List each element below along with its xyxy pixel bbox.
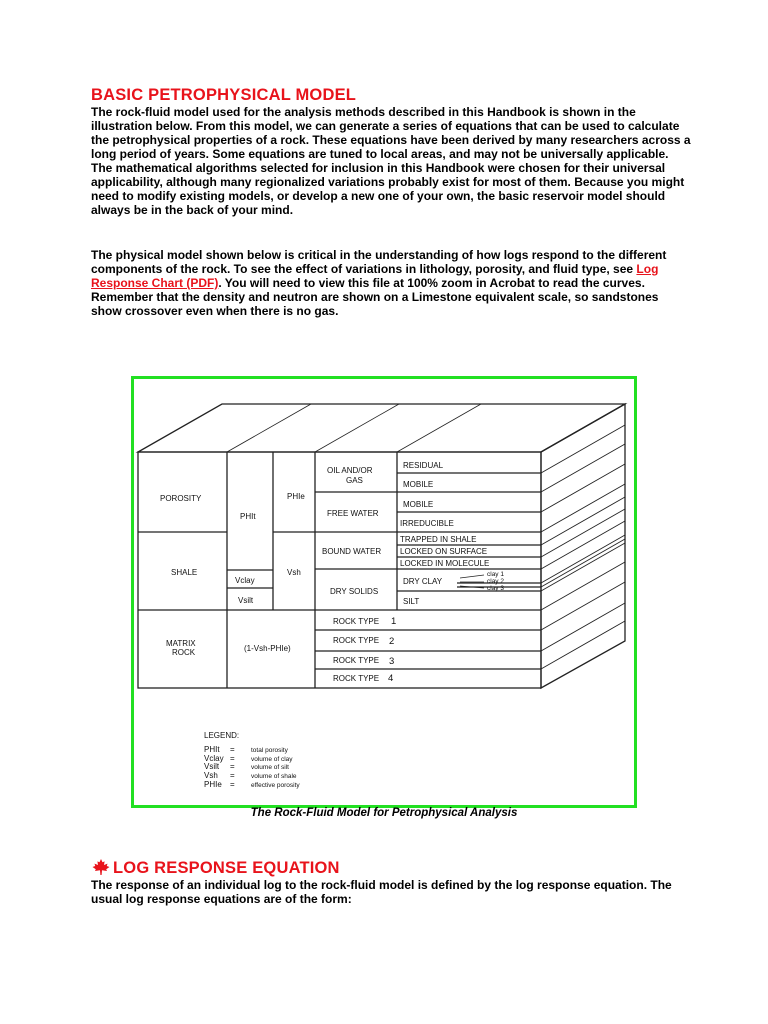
gas-label: GAS (346, 476, 363, 485)
legend-desc-vsilt: volume of silt (251, 764, 289, 771)
legend-equals: = (230, 780, 235, 789)
legend-symbol-phie: PHIe (204, 780, 222, 789)
rock-fluid-model-diagram (134, 379, 634, 805)
log-response-chart-link[interactable]: Log Response Chart (PDF) (91, 262, 659, 290)
free-water-label: FREE WATER (327, 509, 379, 518)
legend-symbol-vsh: Vsh (204, 771, 218, 780)
legend-desc-vclay: volume of clay (251, 756, 293, 763)
rock-type-1-label: ROCK TYPE (333, 617, 380, 626)
legend-equals: = (230, 762, 235, 771)
bound-water-label: BOUND WATER (322, 547, 382, 556)
rock-type-4-number: 4 (388, 673, 394, 684)
trapped-in-shale-label: TRAPPED IN SHALE (400, 535, 477, 544)
dry-clay-label: DRY CLAY (403, 577, 443, 586)
silt-label: SILT (403, 597, 420, 606)
legend-equals: = (230, 745, 235, 754)
log-response-paragraph: The response of an individual log to the rock-fluid model is defined by the log response equation. The usual log response equations are of the form: (91, 878, 672, 906)
irreducible-label: IRREDUCIBLE (400, 519, 454, 528)
phie-label: PHIe (287, 492, 305, 501)
oil-gas-label: OIL AND/OR (327, 466, 373, 475)
maple-leaf-icon (92, 859, 110, 875)
shale-label: SHALE (171, 568, 198, 577)
paragraph-text: . You will need to view this file at 100% zoom in Acrobat to read the curves. Remember that the density and neutron are shown on a Limestone equivalent scale, so sandstones show crossover even when there is no gas. (91, 276, 659, 318)
section-heading-log-response (92, 859, 340, 878)
block-front-face (138, 452, 541, 688)
legend-equals: = (230, 771, 235, 780)
residual-label: RESIDUAL (403, 461, 444, 470)
legend-symbol-vclay: Vclay (204, 754, 224, 763)
rock-type-2-number: 2 (389, 636, 395, 647)
rock-type-4-label: ROCK TYPE (333, 674, 380, 683)
legend-symbol-vsilt: Vsilt (204, 762, 220, 771)
paragraph-text: The physical model shown below is critical in the understanding of how logs respond to the different components of the rock. To see the effect of variations in lithology, porosity, and fluid type, see (91, 248, 667, 276)
rock-type-3-label: ROCK TYPE (333, 656, 380, 665)
mobile-label-1: MOBILE (403, 480, 434, 489)
porosity-label: POROSITY (160, 494, 202, 503)
rock-type-3-number: 3 (389, 656, 395, 667)
legend-title: LEGEND: (204, 731, 240, 740)
block-top-face (138, 404, 625, 452)
mobile-label-2: MOBILE (403, 500, 434, 509)
vsh-label: Vsh (287, 568, 301, 577)
heading-text: LOG RESPONSE EQUATION (113, 859, 340, 877)
clay-3-label: clay 3 (487, 585, 504, 592)
rock-label: ROCK (172, 648, 196, 657)
phit-label: PHIt (240, 512, 256, 521)
locked-in-molecule-label: LOCKED IN MOLECULE (400, 559, 490, 568)
vsilt-label: Vsilt (238, 596, 254, 605)
legend-desc-phie: effective porosity (251, 782, 300, 789)
legend-equals: = (230, 754, 235, 763)
legend-desc-phit: total porosity (251, 747, 288, 754)
matrix-label: MATRIX (166, 639, 196, 648)
section-heading-basic-model: BASIC PETROPHYSICAL MODEL (91, 86, 357, 104)
intro-paragraph: The rock-fluid model used for the analysis methods described in this Handbook is shown in the illustration below. From this model, we can generate a series of equations that can be used to calculate the petrophysical properties of a rock. These equations have been derived by many researchers across a long period of years. Some equations are tuned to local areas, and may not be universally applicable. The mathematical algorithms selected for inclusion in this Handbook were chosen for their universal applicability, although many regionalized variations probably exist for most of them. Because you might need to modify existing models, or develop a new one of your own, the basic reservoir model should always be in the back of your mind. (91, 105, 691, 217)
legend-desc-vsh: volume of shale (251, 773, 297, 780)
rock-type-2-label: ROCK TYPE (333, 636, 380, 645)
locked-on-surface-label: LOCKED ON SURFACE (400, 547, 488, 556)
clay-1-label: clay 1 (487, 571, 504, 578)
matrix-formula-label: (1-Vsh-PHIe) (244, 644, 291, 653)
legend-symbol-phit: PHIt (204, 745, 220, 754)
dry-solids-label: DRY SOLIDS (330, 587, 379, 596)
physical-model-paragraph (91, 248, 691, 318)
clay-2-label: clay 2 (487, 578, 504, 585)
rock-fluid-model-figure (131, 376, 637, 808)
rock-type-1-number: 1 (391, 616, 397, 627)
figure-caption: The Rock-Fluid Model for Petrophysical Analysis (250, 807, 518, 819)
vclay-label: Vclay (235, 576, 255, 585)
legend (204, 745, 300, 789)
